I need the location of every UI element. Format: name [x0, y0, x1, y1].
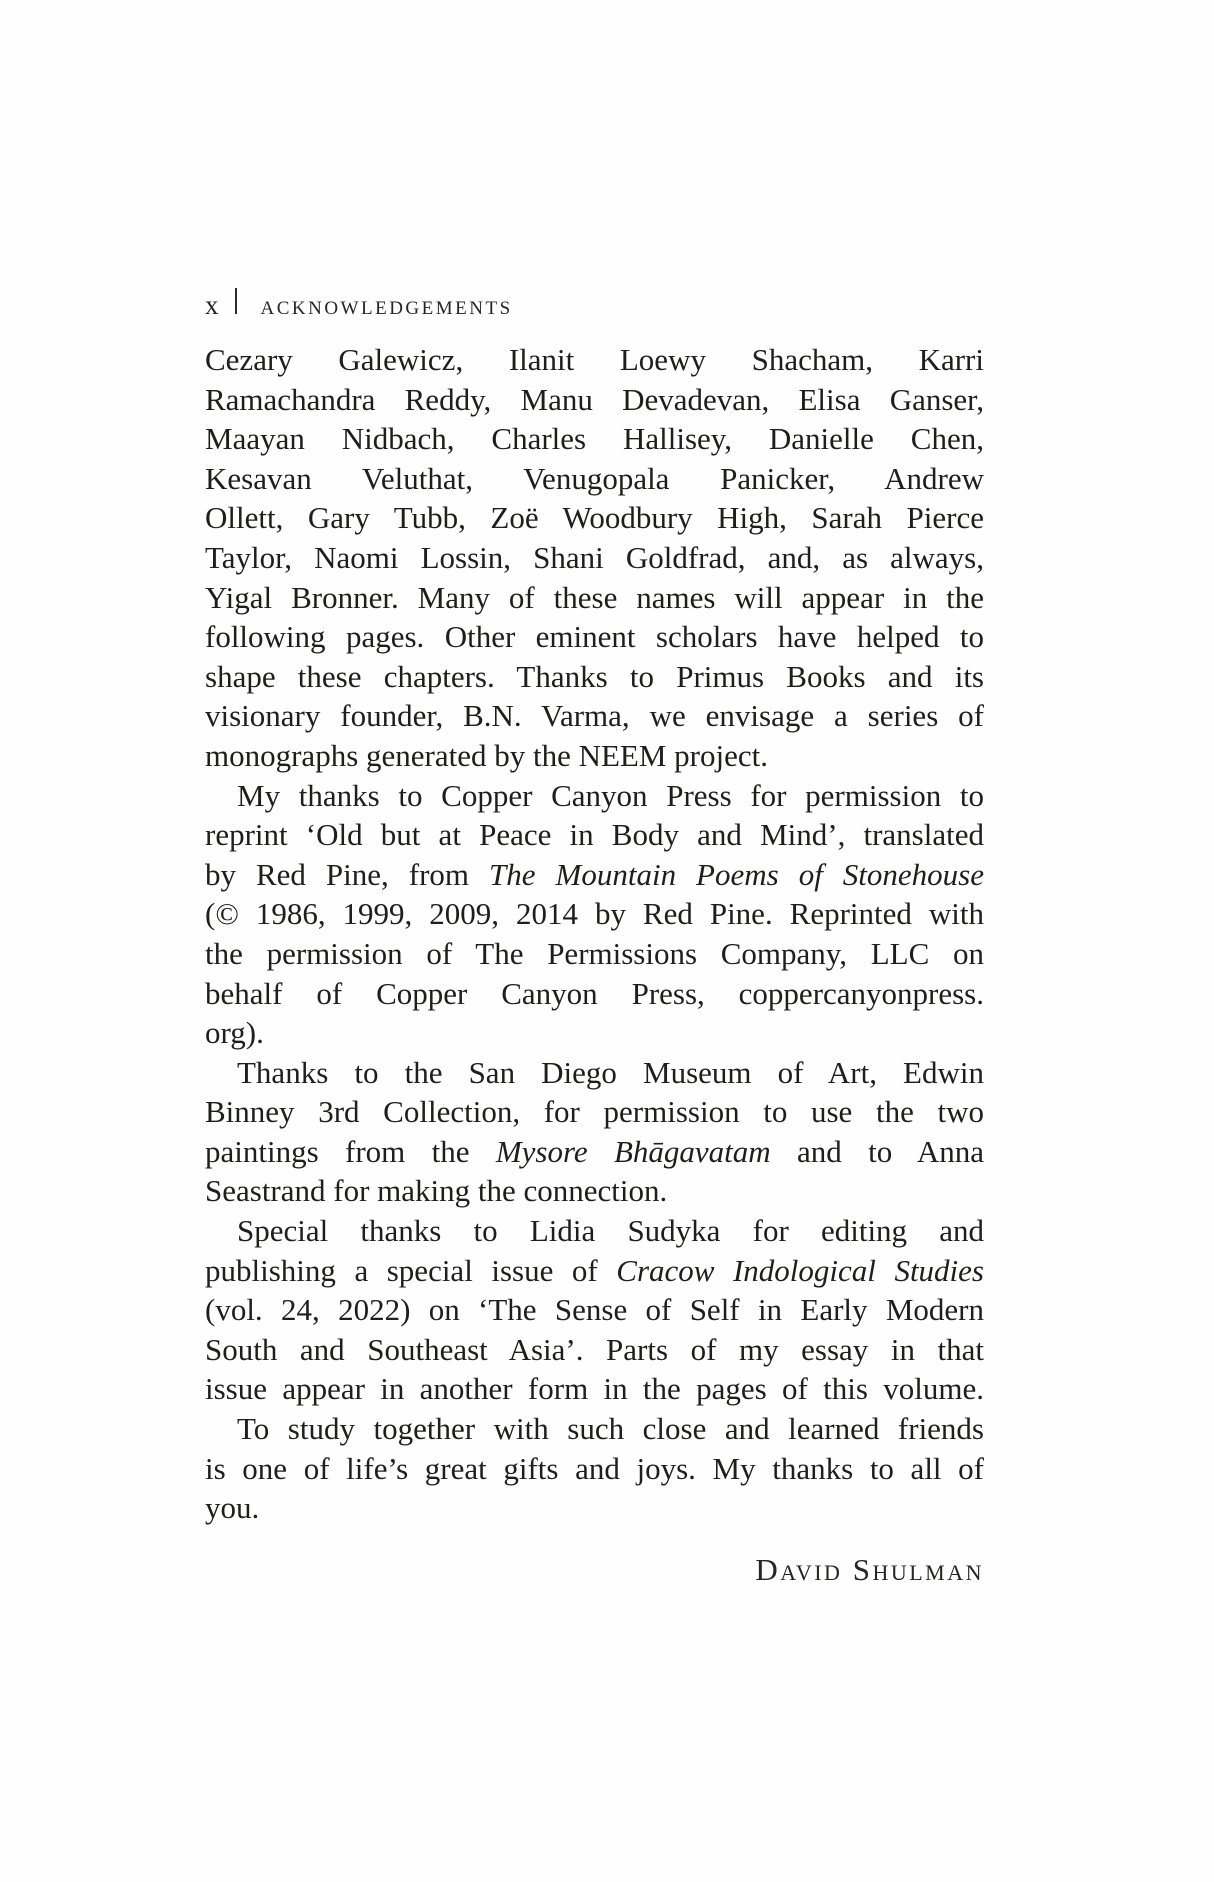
- text-line: [205, 776, 984, 816]
- body-text: behalf of Copper Canyon Press, coppercanyonpress.: [205, 975, 984, 1011]
- body-text: publishing a special issue of: [205, 1252, 617, 1288]
- body-text: My thanks to Copper Canyon Press for permission to: [237, 777, 984, 813]
- running-head-title: ACKNOWLEDGEMENTS: [260, 298, 513, 319]
- text-line: [205, 657, 984, 697]
- text-line: [205, 1369, 984, 1409]
- text-line: [205, 578, 984, 618]
- text-line: [205, 1251, 984, 1291]
- text-line: [205, 498, 984, 538]
- paragraph: [205, 1409, 984, 1528]
- text-line: [205, 1449, 984, 1489]
- text-line: [205, 1488, 984, 1528]
- body-text: Thanks to the San Diego Museum of Art, Edwin: [237, 1054, 984, 1090]
- body-text: Taylor, Naomi Lossin, Shani Goldfrad, and, as always,: [205, 539, 984, 575]
- italic-title-text: Mysore Bhāgavatam: [495, 1133, 771, 1169]
- text-line: [205, 1171, 984, 1211]
- text-line: [205, 934, 984, 974]
- body-text: (vol. 24, 2022) on ‘The Sense of Self in Early Modern: [205, 1292, 984, 1328]
- text-line: [205, 617, 984, 657]
- text-line: [205, 736, 984, 776]
- text-line: [205, 1092, 984, 1132]
- text-line: [205, 1409, 984, 1449]
- body-text: issue appear in another form in the pages of this volume.: [205, 1371, 984, 1407]
- body-text: Ollett, Gary Tubb, Zoë Woodbury High, Sarah Pierce: [205, 500, 984, 536]
- text-line: [205, 380, 984, 420]
- body-text: To study together with such close and learned friends: [237, 1411, 984, 1447]
- body-text: following pages. Other eminent scholars have helped to: [205, 619, 984, 655]
- paragraph: [205, 1053, 984, 1211]
- body-text: Special thanks to Lidia Sudyka for editing and: [237, 1213, 984, 1249]
- body-text: and to Anna: [770, 1133, 984, 1169]
- text-line: [205, 1132, 984, 1172]
- body-text: shape these chapters. Thanks to Primus Books and its: [205, 658, 984, 694]
- italic-title-text: Cracow Indological Studies: [616, 1252, 984, 1288]
- body-text: reprint ‘Old but at Peace in Body and Mind’, translated: [205, 817, 984, 853]
- text-line: [205, 538, 984, 578]
- body-text: Yigal Bronner. Many of these names will appear in the: [205, 579, 984, 615]
- body-text: is one of life’s great gifts and joys. My thanks to all of: [205, 1450, 984, 1486]
- body-text: Binney 3rd Collection, for permission to use the two: [205, 1094, 984, 1130]
- text-line: [205, 1330, 984, 1370]
- text-line: [205, 1290, 984, 1330]
- text-line: [205, 696, 984, 736]
- body-text: the permission of The Permissions Company, LLC on: [205, 935, 984, 971]
- text-line: [205, 459, 984, 499]
- body-text: Kesavan Veluthat, Venugopala Panicker, Andrew: [205, 460, 984, 496]
- author-signature: David Shulman: [755, 1552, 984, 1587]
- italic-title-text: The Mountain Poems of Stonehouse: [489, 856, 984, 892]
- text-line: [205, 894, 984, 934]
- body-text: Seastrand for making the connection.: [205, 1173, 668, 1209]
- text-line: [205, 974, 984, 1014]
- text-line: [205, 340, 984, 380]
- text-line: [205, 815, 984, 855]
- page-body: [205, 340, 984, 1528]
- text-line: [205, 1211, 984, 1251]
- body-text: Maayan Nidbach, Charles Hallisey, Danielle Chen,: [205, 421, 984, 457]
- page-number: x: [205, 290, 220, 320]
- body-text: visionary founder, B.N. Varma, we envisage a series of: [205, 698, 984, 734]
- body-text: (© 1986, 1999, 2009, 2014 by Red Pine. Reprinted with: [205, 896, 984, 932]
- text-line: [205, 1053, 984, 1093]
- body-text: monographs generated by the NEEM project.: [205, 737, 768, 773]
- body-text: Cezary Galewicz, Ilanit Loewy Shacham, Karri: [205, 342, 984, 377]
- paragraph: [205, 340, 984, 776]
- paragraph: [205, 1211, 984, 1409]
- text-line: [205, 419, 984, 459]
- running-head: [205, 288, 513, 319]
- body-text: by Red Pine, from: [205, 856, 490, 892]
- body-text: you.: [205, 1490, 260, 1526]
- paragraph: [205, 776, 984, 1053]
- body-text: paintings from the: [205, 1133, 496, 1169]
- body-text: Ramachandra Reddy, Manu Devadevan, Elisa Ganser,: [205, 381, 984, 417]
- body-text: South and Southeast Asia’. Parts of my essay in that: [205, 1331, 984, 1367]
- text-line: [205, 855, 984, 895]
- body-text: org).: [205, 1015, 264, 1051]
- separator-bar-icon: [235, 288, 237, 314]
- text-line: [205, 1013, 984, 1053]
